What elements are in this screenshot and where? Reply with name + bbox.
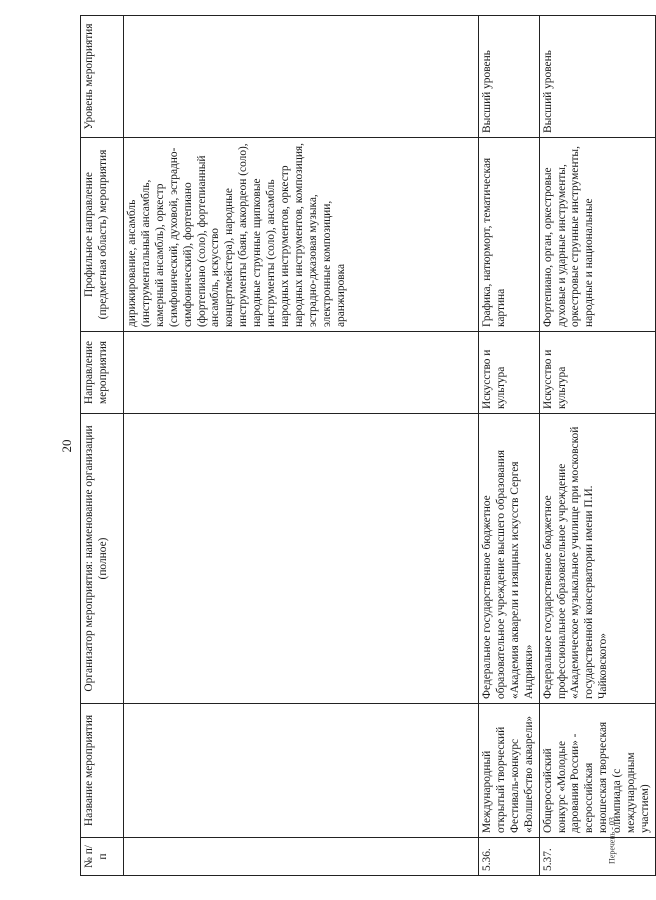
cell-organizer: Федеральное государственное бюджетное профессиональное образовательное учреждение «Академическое музыкальное училище при московской государственной консерватории имени П.И. Чайковского» [539,414,655,704]
page-number: 20 [59,439,74,453]
header-num: № п/п [81,838,124,876]
cell-profile: дирижирование, ансамбль (инструментальный ансамбль, камерный ансамбль), оркестр (симфонический, духовой, эстрадно-симфонический), фортепиано (фортепиано (соло), фортепианный ансамбль, искусство концертмейстера), народные инструменты (баян, аккордеон (соло), народные струнные щипковые инструменты (соло), ансамбль народных инструментов, оркестр народных инструментов, композиция, эстрадно-джазовая музыка, электронные композиции, аранжировка [124,138,479,332]
cell-name: Международный открытый творческий Фестиваль-конкурс «Волшебство акварели» [479,704,540,838]
cell-name: Общероссийский конкурс «Молодые дарования России» - всероссийская юношеская творческая олимпиада (с международным участием) [539,704,655,838]
table-header-row [81,16,124,876]
cell-direction [124,332,479,414]
cell-direction: Искусство и культура [539,332,655,414]
table-row [539,16,655,876]
cell-num [124,838,479,876]
cell-profile: Фортепиано, орган, оркестровые духовые и ударные инструменты, оркестровые струнные инструменты, народные и национальные [539,138,655,332]
header-profile: Профильное направление (предметная область) мероприятия [81,138,124,332]
cell-direction: Искусство и культура [479,332,540,414]
cell-profile: Графика, натюрморт, тематическая картина [479,138,540,332]
cell-level [124,16,479,138]
cell-organizer: Федеральное государственное бюджетное образовательное учреждение высшего образования «Академия акварели и изящных искусств Сергея Андрияки» [479,414,540,704]
events-table [80,15,656,876]
header-name: Название мероприятия [81,704,124,838]
header-direction: Направление мероприятия [81,332,124,414]
cell-num: 5.37. [539,838,655,876]
footer-code: Перечень - 03 [607,817,617,864]
cell-level: Высший уровень [539,16,655,138]
cell-name [124,704,479,838]
header-organizer: Организатор мероприятия: наименование организации (полное) [81,414,124,704]
cell-num: 5.36. [479,838,540,876]
cell-level: Высший уровень [479,16,540,138]
document-sheet [80,16,651,876]
table-row [479,16,540,876]
header-level: Уровень мероприятия [81,16,124,138]
cell-organizer [124,414,479,704]
table-row-continuation [124,16,479,876]
